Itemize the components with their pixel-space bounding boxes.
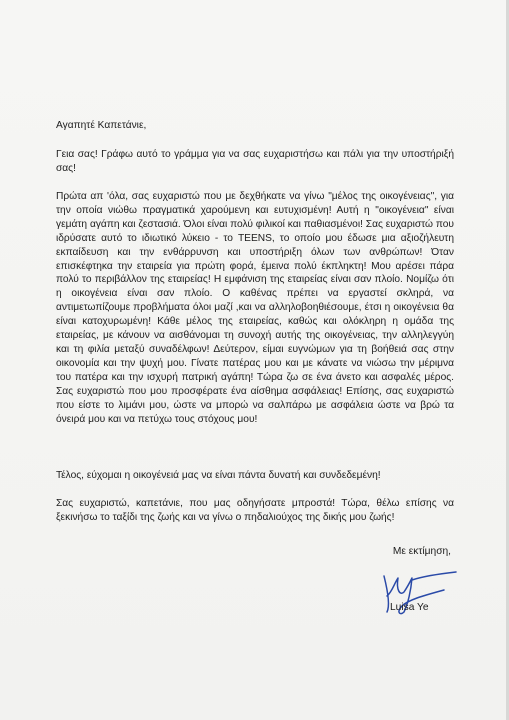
signature-name: Luisa Ye: [390, 602, 429, 613]
letter-paragraph-1: Γεια σας! Γράφω αυτό το γράμμα για να σας ευχαριστήσω και πάλι για την υποστήριξή σας!: [56, 149, 454, 174]
letter-closing: Με εκτίμηση,: [392, 546, 451, 557]
letter-paragraph-3: Τέλος, εύχομαι η οικογένειά μας να είναι πάντα δυνατή και συνδεδεμένη!: [56, 470, 381, 481]
letter-greeting: Αγαπητέ Καπετάνιε,: [56, 120, 147, 131]
letter-paragraph-4: Σας ευχαριστώ, καπετάνιε, που μας οδηγήσατε μπροστά! Τώρα, θέλω επίσης να ξεκινήσω το ταξίδι της ζωής και να γίνω ο πηδαλιούχος της δικής μου ζωής!: [56, 498, 454, 523]
letter-paragraph-2: Πρώτα απ 'όλα, σας ευχαριστώ που με δεχθήκατε να γίνω "μέλος της οικογένειας", για την οποία νιώθω πραγματικά χαρούμενη και ευτυχισμένη! Αυτή η "οικογένεια" είναι γεμάτη αγάπη και ζεστασιά. Όλοι είναι πολύ φιλικοί και παθιασμένοι! Σας ευχαριστώ που ιδρύσατε αυτό το ιδιωτικό λύκειο - το TEENS, το οποίο μου έδωσε μια αξιοζήλευτη εκπαίδευση και την ενθάρρυνση και υποστήριξη όλων των ανθρώπων! Όταν επισκέφτηκα την εταιρεία για πρώτη φορά, έμεινα πολύ έκπληκτη! Μου αρέσει πάρα πολύ το περιβάλλον της εταιρείας! Η εμφάνιση της εταιρείας είναι σαν πλοίο. Νομίζω ότι η οικογένεια είναι σαν πλοίο. Ο καθένας πρέπει να εργαστεί σκληρά, να αντιμετωπίζουμε προβλήματα όλοι μαζί ,και να αλληλοβοηθιέσουμε, έτσι η οικογένεια θα είναι κατοχυρωμένη! Κάθε μέλος της εταιρείας, καθώς και ολόκληρη η ομάδα της εταιρείας, με κάνουν να αισθάνομαι τη συνοχή αυτής της οικογένειας, την αλληλεγγύη και τη φιλία μεταξύ συναδέλφων! Δεύτερον, είμαι ευγνώμων για τη βοήθειά σας στην οικονομία και την ψυχή μου. Γίνατε πατέρας μου και με κάνατε να νιώσω την μέριμνα του πατέρα και την ισχυρή πατρική αγάπη! Τώρα ζω σε ένα άνετο και ασφαλές μέρος. Σας ευχαριστώ που μου προσφέρατε ένα αίσθημα ασφάλειας! Επίσης, σας ευχαριστώ που είστε το λιμάνι μου, ώστε να μπορώ να σαλπάρω με ασφάλεια ώστε να βρώ τα όνειρά μου και να πετύχω τους στόχους μου!: [56, 191, 454, 425]
